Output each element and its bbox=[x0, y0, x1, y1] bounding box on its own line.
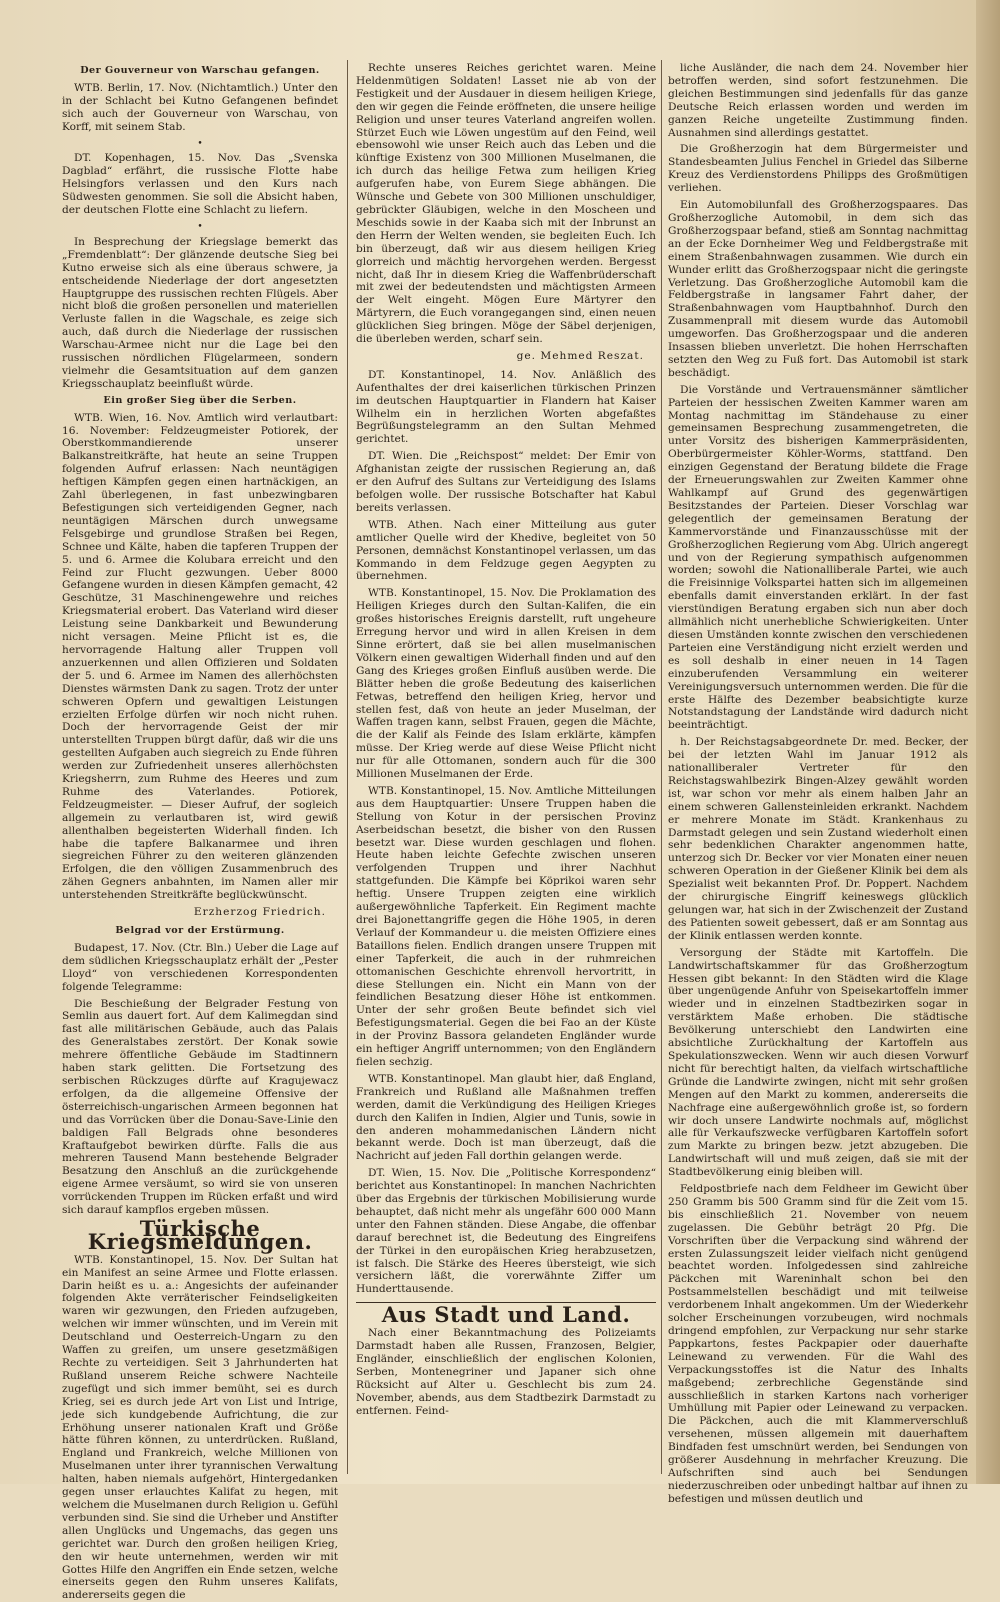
column-1 bbox=[62, 62, 338, 1602]
headline: Ein großer Sieg über die Serben. bbox=[103, 394, 297, 406]
article-paragraph: WTB. Konstantinopel, 15. Nov. Die Proklamation des Heiligen Krieges durch den Sultan-Kalifen, die ein großes historisches Ereignis darstellt, ruft ungeheure Erregung hervor und wird in allen Kreisen in dem Sinne erörtert, daß sie bei allen muselmanischen Völkern einen gewaltigen Widerhall finden und auf den Gang des Krieges großen Einfluß ausüben werde. Die Blätter heben die große Bedeutung des kaiserlichen Fetwas, betreffend den heiligen Krieg, hervor und stellen fest, daß von heute an jeder Muselman, der Waffen tragen kann, selbst Frauen, gegen die Mächte, die der Kalif als Feinde des Islam erklärte, kämpfen müsse. Der Krieg werde auf diese Weise Pflicht nicht nur für alle Ottomanen, sondern auch für die 300 Millionen Muselmanen der Erde. bbox=[356, 587, 656, 781]
column-divider bbox=[347, 60, 348, 1474]
signature: Erzherzog Friedrich. bbox=[193, 906, 326, 919]
article-paragraph: Budapest, 17. Nov. (Ctr. Bln.) Ueber die Lage auf dem südlichen Kriegsschauplatz erhält der „Pester Lloyd“ von verschiedenen Korrespondenten folgende Telegramme: bbox=[62, 941, 338, 993]
article-paragraph: Nach einer Bekanntmachung des Polizeiamts Darmstadt haben alle Russen, Franzosen, Belgier, Engländer, einschließlich der englischen Kolonien, Serben, Montenegriner und Japaner sich ohne Rücksicht auf Alter u. Geschlecht bis zum 24. November, abends, aus dem Stadtbezirk Darmstadt zu entfernen. Feind- bbox=[356, 1327, 656, 1417]
separator: • bbox=[197, 138, 203, 149]
article-paragraph: Versorgung der Städte mit Kartoffeln. Die Landwirtschaftskammer für das Großherzogtum Hessen gibt bekannt: In den Städten wird die Klage über ungenügende Anfuhr von Speisekartoffeln immer wieder und in einzelnen Stadtbezirken sogar in verstärktem Maße erhoben. Die städtische Bevölkerung unterschiebt den Landwirten eine absichtliche Zurückhaltung der Kartoffeln aus Spekulationszwecken. Wenn wir auch diesen Vorwurf nicht für berechtigt halten, da vielfach wirtschaftliche Gründe die Landwirte zwingen, nicht mit sehr großen Mengen auf den Markt zu kommen, andererseits die Nachfrage eine außergewöhnlich große ist, so fordern wir doch unsere Landwirte nochmals auf, möglichst alle für Verkaufszwecke verfügbaren Kartoffeln sofort zum Markte zu bringen bezw. jetzt abzugeben. Die Landwirtschaft will und muß zeigen, daß sie mit der Stadtbevölkerung einig bleiben will. bbox=[668, 946, 968, 1179]
separator: • bbox=[197, 221, 203, 232]
column-3 bbox=[668, 62, 968, 1505]
article-paragraph: DT. Wien, 15. Nov. Die „Politische Korrespondenz“ berichtet aus Konstantinopel: In manchen Nachrichten über das Ergebnis der türkischen Mobilisierung wurde behauptet, daß nicht mehr als ungefähr 600 000 Mann unter den Fahnen ständen. Diese Angabe, die offenbar darauf berechnet ist, die Bedeutung des Eingreifens der Türkei in den europäischen Krieg herabzusetzen, ist falsch. Die Stärke des Heeres übersteigt, wie sich versichern läßt, die vorerwähnte Ziffer um Hunderttausende. bbox=[356, 1167, 656, 1296]
section-headline: Türkische Kriegsmeldungen. bbox=[87, 1215, 313, 1254]
article-paragraph: WTB. Konstantinopel, 15. Nov. Amtliche Mitteilungen aus dem Hauptquartier: Unsere Truppen haben die Stellung von Kotur in der persischen Provinz Aserbeidschan besetzt, die bisher von den Russen besetzt war. Diese wurden geschlagen und flohen. Heute haben leichte Gefechte zwischen unseren verfolgenden Truppen und ihrer Nachhut stattgefunden. Die Kämpfe bei Köprikoi waren sehr heftig. Unsere Truppen zeigten eine wirklich außergewöhnliche Tapferkeit. Ein Regiment machte drei Bajonettangriffe gegen die Höhe 1905, in deren Verlauf der Kommandeur u. die meisten Offiziere eines Bataillons fielen. Endlich drangen unsere Truppen mit einer Tapferkeit, die auch in der ruhmreichen ottomanischen Geschichte ehrenvoll hervortritt, in diese Stellungen ein. Nicht ein Mann von der feindlichen Besatzung dieser Höhe ist entkommen. Unter der sehr großen Beute befindet sich viel Befestigungsmaterial. Gegen die bei Fao an der Küste in der Provinz Bassora gelandeten Engländer wurde ein heftiger Angriff unternommen; von den Engländern fielen sechzig. bbox=[356, 784, 656, 1068]
article-paragraph: Feldpostbriefe nach dem Feldheer im Gewicht über 250 Gramm bis 500 Gramm sind für die Zeit vom 15. bis einschließlich 21. November von neuem zugelassen. Die Gebühr beträgt 20 Pfg. Die Vorschriften über die Verpackung sind während der ersten Zulassungszeit leider vielfach nicht genügend beachtet worden. Infolgedessen sind zahlreiche Päckchen mit Wareninhalt schon bei den Postsammelstellen beschädigt und mit teilweise verdorbenem Inhalt angekommen. Um der Wiederkehr solcher Erscheinungen vorzubeugen, wird nochmals dringend empfohlen, zur Verpackung nur sehr starke Pappkartons, festes Packpapier oder dauerhafte Leinewand zu verwenden. Für die Wahl des Verpackungsstoffes ist die Natur des Inhalts maßgebend; zerbrechliche Gegenstände sind ausschließlich in starken Kartons nach vorheriger Umhüllung mit Papier oder Leinewand zu verpacken. Die Päckchen, auch die mit Klammerverschluß versehenen, müssen allgemein mit dauerhaftem Bindfaden fest umschnürt werden, bei Sendungen von größerer Ausdehnung in mehrfacher Kreuzung. Die Aufschriften sind auch bei Sendungen niederzuschreiben oder unbedingt haltbar auf ihnen zu befestigen und müssen deutlich und bbox=[668, 1183, 968, 1505]
article-paragraph: Die Vorstände und Vertrauensmänner sämtlicher Parteien der hessischen Zweiten Kammer waren am Montag nachmittag im Ständehause zu einer gemeinsamen Besprechung zusammengetreten, die unter Vorsitz des bisherigen Kammerpräsidenten, Oberbürgermeister Köhler-Worms, stattfand. Den einzigen Gegenstand der Beratung bildete die Frage der Erneuerungswahlen zur Zweiten Kammer ohne Wahlkampf auf Grund des gegenwärtigen Besitzstandes der Parteien. Dieser Vorschlag war gelegentlich der gemeinsamen Beratung der Kammervorstände und Finanzausschüsse mit der Großherzoglichen Regierung vom Abg. Ulrich angeregt und von der Regierung sympathisch aufgenommen worden; sowohl die Nationalliberale Partei, wie auch die Freisinnige Volkspartei hatten sich im allgemeinen ebenfalls damit einverstanden erklärt. In der fast vierstündigen Beratung ergaben sich nun aber doch allmählich nicht unerhebliche Schwierigkeiten. Unter diesen Umständen konnte zwischen den verschiedenen Parteien eine Verständigung nicht erzielt werden und es soll deshalb in einer neuen in 14 Tagen einzuberufenden Versammlung ein weiterer Vereinigungsversuch unternommen werden. Die für die erste Hälfte des Dezember beabsichtigte kurze Notstandstagung der Landstände wird dadurch nicht beeinträchtigt. bbox=[668, 383, 968, 732]
article-paragraph: DT. Konstantinopel, 14. Nov. Anläßlich des Aufenthaltes der drei kaiserlichen türkischen Prinzen im deutschen Hauptquartier in Flandern hat Kaiser Wilhelm ein in herzlichen Worten abgefaßtes Begrüßungstelegramm an den Sultan Mehmed gerichtet. bbox=[356, 368, 656, 446]
article-paragraph: In Besprechung der Kriegslage bemerkt das „Fremdenblatt“: Der glänzende deutsche Sieg bei Kutno erweise sich als eine überaus schwere, ja entscheidende Niederlage der dort angesetzten Hauptgruppe des russischen rechten Flügels. Aber nicht bloß die großen personellen und materiellen Verluste fallen in die Wagschale, es zeige sich auch, daß durch die Niederlage der russischen Warschau-Armee nicht nur die Lage bei den russischen nördlichen Flügelarmeen, sondern vielmehr die Gesamtsituation auf dem ganzen Kriegsschauplatz beeinflußt würde. bbox=[62, 235, 338, 390]
headline: Belgrad vor der Erstürmung. bbox=[115, 925, 285, 936]
column-divider bbox=[661, 60, 662, 1474]
article-paragraph: WTB. Konstantinopel, 15. Nov. Der Sultan hat ein Manifest an seine Armee und Flotte erlassen. Darin heißt es u. a.: Angesichts der aufeinander folgenden Akte verräterischer Feindseligkeiten waren wir gezwungen, den Frieden aufzugeben, welchen wir immer wünschten, und im Verein mit Deutschland und Oesterreich-Ungarn zu den Waffen zu greifen, um unsere gesetzmäßigen Rechte zu verteidigen. Seit 3 Jahrhunderten hat Rußland unserem Reiche schwere Nachteile zugefügt und sich immer bemüht, sei es durch Krieg, sei es durch jede Art von List und Intrige, jede sich kundgebende Aufrichtung, die zur Erhöhung unserer nationalen Kraft und Größe hätte führen können, zu unterdrücken. Rußland, England und Frankreich, welche Millionen von Muselmanen unter ihrer tyrannischen Verwaltung halten, haben niemals aufgehört, Hintergedanken gegen unser erlauchtes Kalifat zu hegen, mit welchem die Muselmanen durch Religion u. Gefühl verbunden sind. Sie sind die Urheber und Anstifter allen Unglücks und Ungemachs, das gegen uns gerichtet war. Durch den großen heiligen Krieg, den wir heute unternehmen, werden wir mit Gottes Hilfe den Angriffen ein Ende setzen, welche einerseits gegen den Ruhm unseres Kalifats, andererseits gegen die bbox=[62, 1253, 338, 1602]
page-edge bbox=[976, 0, 1000, 1484]
article-paragraph: Die Beschießung der Belgrader Festung von Semlin aus dauert fort. Auf dem Kalimegdan sind fast alle militärischen Gebäude, auch das Palais des Generalstabes zerstört. Der Konak sowie mehrere öffentliche Gebäude im Stadtinnern haben stark gelitten. Die Fortsetzung des serbischen Rückzuges dürfte auf Kragujewacz erfolgen, da die allgemeine Offensive der österreichisch-ungarischen Armeen begonnen hat und das Vorrücken über die Donau-Save-Linie den baldigen Fall Belgrads ohne besonderes Kraftaufgebot bewirken dürfte. Falls die aus mehreren Tausend Mann bestehende Belgrader Besatzung den Anschluß an die zurückgehende eigene Armee versäumt, so wird sie von unseren vorrückenden Truppen im Rücken erfaßt und wird sich darauf kampflos ergeben müssen. bbox=[62, 997, 338, 1217]
article-paragraph: Die Großherzogin hat dem Bürgermeister und Standesbeamten Julius Fenchel in Griedel das Silberne Kreuz des Verdienstordens Philipps des Großmütigen verliehen. bbox=[668, 143, 968, 195]
section-headline: Aus Stadt und Land. bbox=[381, 1302, 631, 1328]
article-paragraph: WTB. Athen. Nach einer Mitteilung aus guter amtlicher Quelle wird der Khedive, begleitet von 50 Personen, demnächst Konstantinopel verlassen, um das Kommando in dem Feldzuge gegen Aegypten zu übernehmen. bbox=[356, 518, 656, 583]
article-paragraph: WTB. Konstantinopel. Man glaubt hier, daß England, Frankreich und Rußland alle Maßnahmen treffen werden, damit die Verkündigung des Heiligen Krieges durch den Kalifen in Indien, Algier und Tunis, sowie in den anderen mohammedanischen Ländern nicht bekannt werde. Doch ist man überzeugt, daß die Nachricht auf jeden Fall dorthin gelangen werde. bbox=[356, 1072, 656, 1163]
article-paragraph: Rechte unseres Reiches gerichtet waren. Meine Heldenmütigen Soldaten! Lasset nie ab von der Festigkeit und der Ausdauer in diesem heiligen Kriege, den wir gegen die Feinde eröffneten, die unsere heilige Religion und unser teures Vaterland angreifen wollen. Stürzet Euch wie Löwen ungestüm auf den Feind, weil ebensowohl wie unser Reich auch das Leben und die künftige Existenz von 300 Millionen Muselmanen, die ich durch das heilige Fetwa zum heiligen Krieg aufgerufen habe, von Eurem Siege abhängen. Die Wünsche und Gebete von 300 Millionen unschuldiger, gebrückter Gläubigen, welche in den Moscheen und Meschids sowie in der Kaaba sich mit der Inbrunst an den Herrn der Welten wenden, sie begleiten Euch. Ich bin überzeugt, daß wir aus diesem heiligen Krieg glorreich und mächtig hervorgehen werden. Bergesst nicht, daß Ihr in diesem Krieg die Waffenbrüderschaft mit zwei der bedeutendsten und mächtigsten Armeen der Welt eingeht. Mögen Eure Märtyrer den Märtyrern, die Euch vorangegangen sind, einen neuen glücklichen Sieg bringen. Möge der Säbel derjenigen, die überleben werden, scharf sein. bbox=[356, 62, 656, 346]
signature: ge. Mehmed Reszat. bbox=[516, 349, 644, 362]
article-paragraph: WTB. Wien, 16. Nov. Amtlich wird verlautbart: 16. November: Feldzeugmeister Potiorek, der Oberstkommandierende unserer Balkanstreitkräfte, hat heute an seine Truppen folgenden Aufruf erlassen: Nach neuntägigen heftigen Kämpfen gegen einen hartnäckigen, an Zahl überlegenen, in fast unbezwingbaren Befestigungen sich verteidigenden Gegner, nach neuntägigen Märschen durch unwegsame Felsgebirge und grundlose Straßen bei Regen, Schnee und Kälte, haben die tapferen Truppen der 5. und 6. Armee die Kolubara erreicht und den Feind zur Flucht gezwungen. Ueber 8000 Gefangene wurden in diesen Kämpfen gemacht, 42 Geschütze, 31 Maschinengewehre und reiches Kriegsmaterial erobert. Das Vaterland wird dieser Leistung seine Dankbarkeit und Bewunderung nicht versagen. Meine Pflicht ist es, die hervorragende Haltung aller Truppen voll anzuerkennen und allen Offizieren und Soldaten der 5. und 6. Armee im Namen des allerhöchsten Dienstes wärmsten Dank zu sagen. Trotz der unter schweren Opfern und gewaltigen Leistungen erzielten Erfolge dürfen wir noch nicht ruhen. Doch der hervorragende Geist der mir unterstellten Truppen bürgt dafür, daß wir die uns gestellten Aufgaben auch siegreich zu Ende führen werden zur Zufriedenheit unseres allerhöchsten Kriegsherrn, zum Ruhme des Heeres und zum Ruhme des Vaterlandes. Potiorek, Feldzeugmeister. — Dieser Aufruf, der sogleich allgemein zu verlautbaren ist, wird gewiß allenthalben begeisterten Widerhall finden. Ich habe die tapfere Balkanarmee und ihren siegreichen Führer zu den weiteren glänzenden Erfolgen, die den völligen Zusammenbruch des zähen Gegners anbahnten, im Namen aller mir unterstehenden Streitkräfte beglückwünscht. bbox=[62, 411, 338, 902]
article-paragraph: liche Ausländer, die nach dem 24. November hier betroffen werden, sind sofort festzunehmen. Die gleichen Bestimmungen sind jedenfalls für das ganze Deutsche Reich erlassen worden und werden im ganzen Reiche ungeteilte Zustimmung finden. Ausnahmen sind allerdings gestattet. bbox=[668, 62, 968, 139]
article-paragraph: Ein Automobilunfall des Großherzogspaares. Das Großherzogliche Automobil, in dem sich das Großherzogspaar befand, stieß am Sonntag nachmittag an der Ecke Dornheimer Weg und Feldbergstraße mit einem Straßenbahnwagen zusammen. Wie durch ein Wunder erlitt das Großherzogspaar nicht die geringste Verletzung. Das Großherzogliche Automobil kam die Feldbergstraße in langsamer Fahrt daher, der Straßenbahnwagen vom Hauptbahnhof. Durch den Zusammenprall mit diesem wurde das Automobil umgeworfen. Das Großherzogspaar und die anderen Insassen blieben unverletzt. Die hohen Herrschaften setzten den Weg zu Fuß fort. Das Automobil ist stark beschädigt. bbox=[668, 199, 968, 379]
article-paragraph: WTB. Berlin, 17. Nov. (Nichtamtlich.) Unter den in der Schlacht bei Kutno Gefangenen befindet sich auch der Gouverneur von Warschau, von Korff, mit seinem Stab. bbox=[62, 81, 338, 133]
column-2 bbox=[356, 62, 656, 1476]
article-paragraph: h. Der Reichstagsabgeordnete Dr. med. Becker, der bei der letzten Wahl im Januar 1912 als nationalliberaler Vertreter für den Reichstagswahlbezirk Bingen-Alzey gewählt worden ist, war schon vor mehr als einem halben Jahr an einem schweren Gallensteinleiden erkrankt. Nachdem er mehrere Monate im Städt. Krankenhaus zu Darmstadt gelegen und sein Zustand wiederholt einen sehr bedenklichen Charakter angenommen hatte, unterzog sich Dr. Becker vor vier Monaten einer neuen schweren Operation in der Gießener Klinik bei dem als Spezialist weit bekannten Prof. Dr. Poppert. Nachdem der chirurgische Eingriff keineswegs glücklich gelungen war, hat sich in der Zwischenzeit der Zustand des Patienten soweit gebessert, daß er am Sonntag aus der Klinik entlassen werden konnte. bbox=[668, 736, 968, 942]
headline: Der Gouverneur von Warschau gefangen. bbox=[80, 65, 320, 76]
article-paragraph: DT. Kopenhagen, 15. Nov. Das „Svenska Dagblad“ erfährt, die russische Flotte habe Helsingfors verlassen und den Kurs nach Südwesten genommen. Sie soll die Absicht haben, der deutschen Flotte eine Schlacht zu liefern. bbox=[62, 152, 338, 217]
article-paragraph: DT. Wien. Die „Reichspost“ meldet: Der Emir von Afghanistan zeigte der russischen Regierung an, daß er den Aufruf des Sultans zur Verteidigung des Islams befolgen wolle. Der russische Botschafter hat Kabul bereits verlassen. bbox=[356, 450, 656, 514]
